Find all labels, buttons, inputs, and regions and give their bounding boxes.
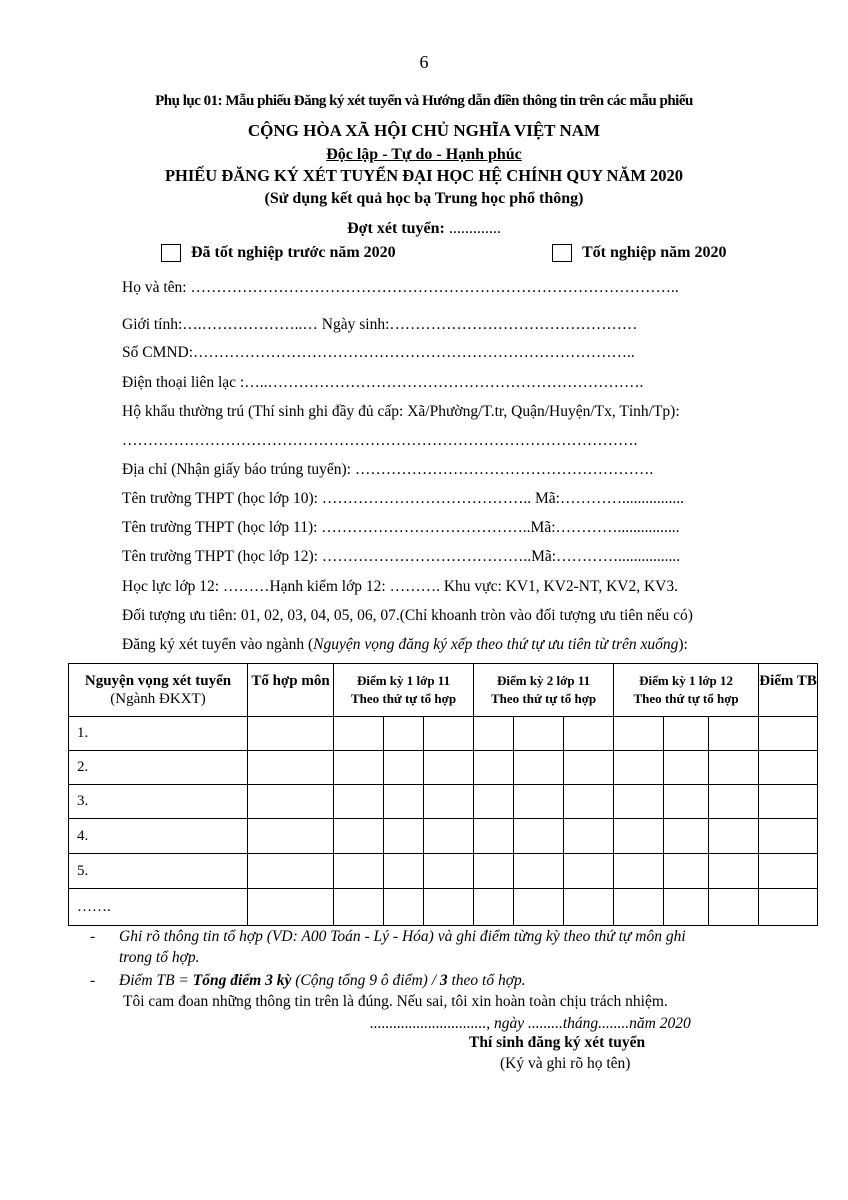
table-row xyxy=(69,785,818,819)
row-label: 3. xyxy=(69,785,248,819)
note-2-d: 3 xyxy=(439,972,448,989)
round-line xyxy=(0,220,848,238)
school-12-field[interactable]: Tên trường THPT (học lớp 12): …………………………………..Mã:…………................ xyxy=(122,548,681,565)
note-1-cont: trong tổ hợp. xyxy=(119,949,200,966)
note-2-c: (Cộng tổng 9 ô điểm) / xyxy=(291,972,440,989)
note-dash: - xyxy=(90,928,96,945)
checkbox-before-2020-label: Đã tốt nghiệp trước năm 2020 xyxy=(191,244,396,261)
checkbox-icon[interactable] xyxy=(552,244,572,262)
checkbox-2020[interactable] xyxy=(552,244,726,262)
priority-field[interactable]: Đối tượng ưu tiên: 01, 02, 03, 04, 05, 06, 07.(Chỉ khoanh tròn vào đối tượng ưu tiên nếu có) xyxy=(122,607,693,624)
signer-title: Thí sinh đăng ký xét tuyển xyxy=(469,1034,646,1051)
col-order: Theo thứ tự tổ hợp xyxy=(350,691,457,706)
note-1: Ghi rõ thông tin tổ hợp (VD: A00 Toán - Lý - Hóa) và ghi điểm từng kỳ theo thứ tự môn ghi xyxy=(119,928,686,945)
nation-heading: CỘNG HÒA XÃ HỘI CHỦ NGHĨA VIỆT NAM xyxy=(247,121,601,140)
full-name-field[interactable]: Họ và tên: ………………………………………………………………………………….. xyxy=(122,279,679,296)
form-title: PHIẾU ĐĂNG KÝ XÉT TUYỂN ĐẠI HỌC HỆ CHÍNH QUY NĂM 2020 xyxy=(164,166,684,185)
col-major-sub: (Ngành ĐKXT) xyxy=(110,691,206,707)
checkbox-2020-label: Tốt nghiệp năm 2020 xyxy=(582,244,727,261)
table-row xyxy=(69,854,818,889)
register-intro-end: ): xyxy=(678,636,688,653)
residence-field[interactable]: ………………………………………………………………………………………. xyxy=(122,432,638,449)
note-2-e: theo tổ hợp. xyxy=(447,972,526,989)
col-order: Theo thứ tự tổ hợp xyxy=(633,691,739,706)
note-dash: - xyxy=(90,972,96,989)
row-label: 1. xyxy=(69,717,248,751)
gender-birth-field[interactable]: Giới tính:….………………..… Ngày sinh:………………………………………… xyxy=(122,316,638,333)
commitment: Tôi cam đoan những thông tin trên là đúng. Nếu sai, tôi xin hoàn toàn chịu trách nhiệm. xyxy=(123,993,668,1010)
date-line[interactable]: .............................., ngày .........tháng........năm 2020 xyxy=(370,1015,691,1032)
register-intro-italic: Nguyện vọng đăng ký xếp theo thứ tự ưu tiên từ trên xuống xyxy=(313,636,679,653)
col-sem1-12: Điểm kỳ 1 lớp 12 Theo thứ tự tổ hợp xyxy=(614,664,759,717)
col-order: Theo thứ tự tổ hợp xyxy=(490,691,597,706)
table-header-row xyxy=(69,664,818,717)
row-label: 4. xyxy=(69,819,248,854)
appendix-title: Phụ lục 01: Mẫu phiếu Đăng ký xét tuyển và Hướng dẫn điền thông tin trên các mẫu phiếu xyxy=(155,93,693,109)
row-label: 5. xyxy=(69,854,248,889)
school-11-field[interactable]: Tên trường THPT (học lớp 11): …………………………………..Mã:…………................ xyxy=(122,519,680,536)
note-2-b: Tổng điểm 3 kỳ xyxy=(192,972,292,989)
phone-field[interactable]: Điện thoại liên lạc :…..………………………………………………………………. xyxy=(122,374,644,391)
checkbox-icon[interactable] xyxy=(161,244,181,262)
checkbox-before-2020[interactable] xyxy=(161,244,396,262)
register-intro-text: Đăng ký xét tuyển vào ngành ( xyxy=(122,636,314,653)
col-sem1-11: Điểm kỳ 1 lớp 11 Theo thứ tự tổ hợp xyxy=(334,664,474,717)
row-label: 2. xyxy=(69,751,248,785)
round-value: ............. xyxy=(448,220,501,237)
residence-label: Hộ khẩu thường trú (Thí sinh ghi đầy đủ cấp: Xã/Phường/T.tr, Quận/Huyện/Tx, Tỉnh/Tp): xyxy=(122,403,680,420)
register-intro xyxy=(122,636,688,654)
table-row xyxy=(69,889,818,926)
grades-field[interactable]: Học lực lớp 12: ………Hạnh kiểm lớp 12: ………. Khu vực: KV1, KV2-NT, KV2, KV3. xyxy=(122,578,678,595)
table-row xyxy=(69,751,818,785)
signer-note: (Ký và ghi rõ họ tên) xyxy=(500,1055,631,1072)
motto-text: Độc lập - Tự do - Hạnh phúc xyxy=(326,146,522,163)
motto xyxy=(0,146,848,164)
note-2 xyxy=(119,972,526,990)
page-number: 6 xyxy=(419,52,429,72)
col-combo: Tổ hợp môn xyxy=(248,664,334,717)
table-row xyxy=(69,819,818,854)
col-sem2-11: Điểm kỳ 2 lớp 11 Theo thứ tự tổ hợp xyxy=(474,664,614,717)
school-10-field[interactable]: Tên trường THPT (học lớp 10): ………………………………….. Mã:…………................ xyxy=(122,490,684,507)
col-avg: Điểm TB xyxy=(759,664,818,717)
table-row xyxy=(69,717,818,751)
round-label: Đợt xét tuyển: xyxy=(347,220,445,237)
address-field[interactable]: Địa chỉ (Nhận giấy báo trúng tuyển): …………………………………………………. xyxy=(122,461,654,478)
col-major: Nguyện vọng xét tuyển (Ngành ĐKXT) xyxy=(69,664,248,717)
row-label: ……. xyxy=(69,889,248,926)
form-subtitle: (Sử dụng kết quả học bạ Trung học phổ thông) xyxy=(264,190,584,207)
registration-table xyxy=(68,663,818,926)
id-card-field[interactable]: Số CMND:………………………………………………………………………….. xyxy=(122,344,635,361)
note-2-a: Điểm TB = xyxy=(119,972,193,989)
